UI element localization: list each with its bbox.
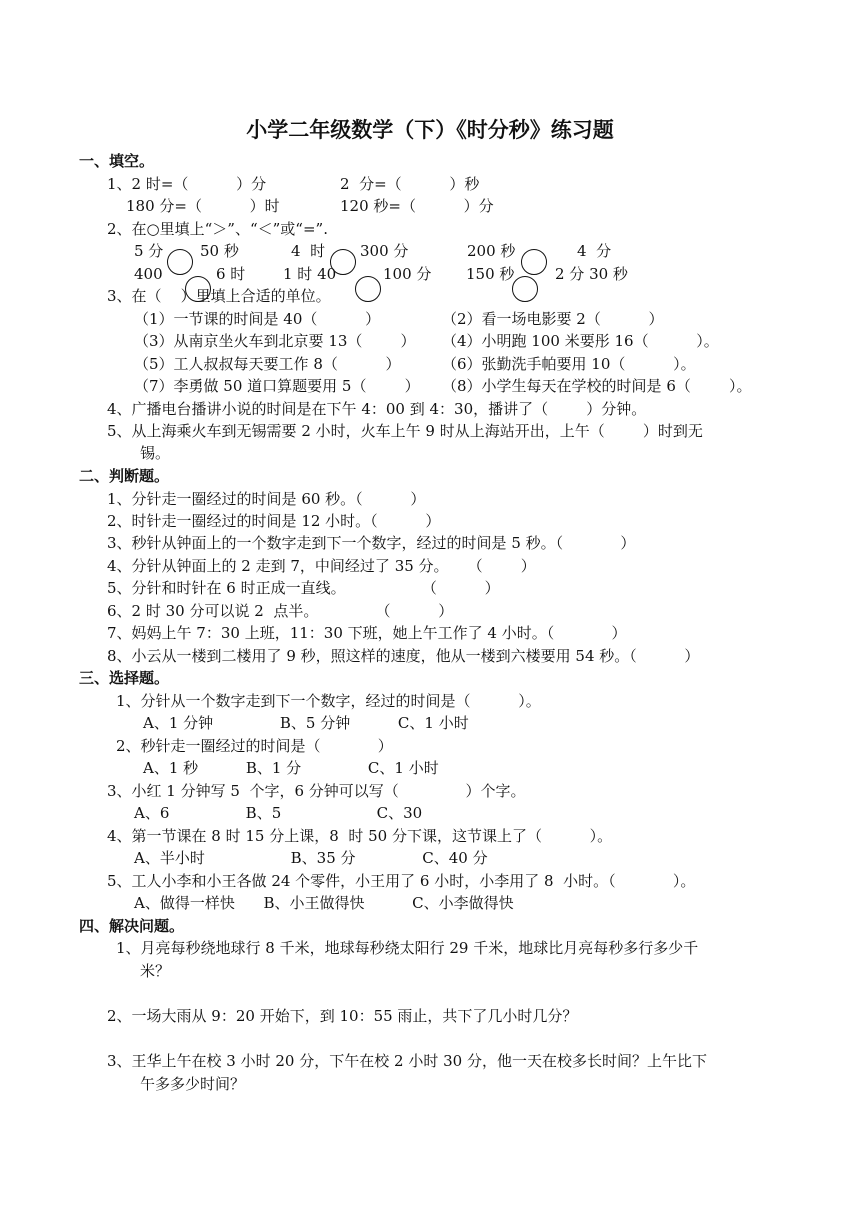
compare-item: 1 时 40 — [283, 265, 337, 283]
compare-item: 200 秒 — [467, 242, 516, 260]
choice-options: A、1 分钟 B、5 分钟 C、1 小时 — [143, 714, 469, 732]
judge-item: 2、时针走一圈经过的时间是 12 小时。（ ） — [107, 512, 441, 530]
choice-question: 3、小红 1 分钟写 5 个字，6 分钟可以写（ ）个字。 — [107, 782, 526, 800]
answer-circle[interactable] — [355, 276, 381, 302]
choice-question: 2、秒针走一圈经过的时间是（ ） — [116, 737, 393, 755]
unit-item: （2）看一场电影要 2（ ） — [442, 310, 664, 328]
solve-q3a: 3、王华上午在校 3 小时 20 分，下午在校 2 小时 30 分，他一天在校多长时间？上午比下 — [107, 1052, 707, 1070]
fill-q3: 3、在（ ）里填上合适的单位。 — [107, 287, 331, 305]
choice-options: A、做得一样快 B、小王做得快 C、小李做得快 — [134, 894, 514, 912]
fill-q4: 4、广播电台播讲小说的时间是在下午 4：00 到 4：30，播讲了（ ）分钟。 — [107, 400, 647, 418]
unit-item: （8）小学生每天在学校的时间是 6（ ）。 — [442, 377, 752, 395]
compare-item: 6 时 — [216, 265, 246, 283]
choice-question: 5、工人小李和小王各做 24 个零件，小王用了 6 小时，小李用了 8 小时。（ ）。 — [107, 872, 696, 890]
judge-item: 7、妈妈上午 7：30 上班，11：30 下班，她上午工作了 4 小时。（ ） — [107, 624, 627, 642]
compare-item: 100 分 — [383, 265, 432, 283]
answer-circle[interactable] — [521, 249, 547, 275]
choice-question: 4、第一节课在 8 时 15 分上课，8 时 50 分下课，这节课上了（ ）。 — [107, 827, 613, 845]
compare-item: 5 分 — [134, 242, 164, 260]
compare-item: 300 分 — [360, 242, 409, 260]
unit-item: （3）从南京坐火车到北京要 13（ ） — [134, 332, 416, 350]
compare-item: 150 秒 — [466, 265, 515, 283]
section-heading-solve: 四、解决问题。 — [79, 917, 185, 935]
unit-item: （1）一节课的时间是 40（ ） — [134, 310, 381, 328]
fill-q5a: 5、从上海乘火车到无锡需要 2 小时，火车上午 9 时从上海站开出，上午（ ）时到无 — [107, 422, 703, 440]
fill-q1b: 2 分=（ ）秒 — [340, 175, 480, 193]
compare-item: 400 — [134, 265, 163, 283]
page-title: 小学二年级数学（下）《时分秒》练习题 — [246, 118, 614, 142]
choice-options: A、6 B、5 C、30 — [134, 804, 423, 822]
choice-options: A、半小时 B、35 分 C、40 分 — [134, 849, 488, 867]
judge-item: 3、秒针从钟面上的一个数字走到下一个数字，经过的时间是 5 秒。（ ） — [107, 534, 636, 552]
choice-question: 1、分针从一个数字走到下一个数字，经过的时间是（ ）。 — [116, 692, 541, 710]
judge-item: 5、分针和时针在 6 时正成一直线。 （ ） — [107, 579, 500, 597]
solve-q3b: 午多多少时间？ — [140, 1075, 246, 1093]
answer-circle[interactable] — [167, 249, 193, 275]
judge-item: 1、分针走一圈经过的时间是 60 秒。（ ） — [107, 490, 426, 508]
unit-item: （4）小明跑 100 米要彤 16（ ）。 — [442, 332, 719, 350]
choice-options: A、1 秒 B、1 分 C、1 小时 — [143, 759, 439, 777]
compare-item: 2 分 30 秒 — [555, 265, 628, 283]
section-heading-choice: 三、选择题。 — [79, 669, 170, 687]
answer-circle[interactable] — [185, 276, 211, 302]
unit-item: （6）张勤洗手帕要用 10（ ）。 — [442, 355, 696, 373]
solve-q2: 2、一场大雨从 9：20 开始下，到 10：55 雨止，共下了几小时几分？ — [107, 1007, 578, 1025]
judge-item: 6、2 时 30 分可以说 2 点半。 （ ） — [107, 602, 454, 620]
compare-item: 50 秒 — [200, 242, 239, 260]
compare-item: 4 分 — [577, 242, 612, 260]
section-heading-fill: 一、填空。 — [79, 152, 155, 170]
solve-q1b: 米？ — [140, 962, 171, 980]
solve-q1a: 1、月亮每秒绕地球行 8 千米，地球每秒绕太阳行 29 千米，地球比月亮每秒多行多少千 — [116, 939, 699, 957]
fill-q1c: 180 分=（ ）时 — [126, 197, 280, 215]
unit-item: （5）工人叔叔每天要工作 8（ ） — [134, 355, 401, 373]
judge-item: 8、小云从一楼到二楼用了 9 秒，照这样的速度，他从一楼到六楼要用 54 秒。（ ） — [107, 647, 700, 665]
fill-q5b: 锡。 — [140, 444, 171, 462]
section-heading-judge: 二、判断题。 — [79, 467, 170, 485]
compare-item: 4 时 — [291, 242, 326, 260]
unit-item: （7）李勇做 50 道口算题要用 5（ ） — [134, 377, 420, 395]
judge-item: 4、分针从钟面上的 2 走到 7，中间经过了 35 分。 （ ） — [107, 557, 536, 575]
fill-q2: 2、在○里填上“＞”、“＜”或“=”. — [107, 220, 328, 238]
answer-circle[interactable] — [512, 276, 538, 302]
answer-circle[interactable] — [330, 249, 356, 275]
fill-q1d: 120 秒=（ ）分 — [340, 197, 494, 215]
fill-q1a: 1、2 时=（ ）分 — [107, 175, 267, 193]
